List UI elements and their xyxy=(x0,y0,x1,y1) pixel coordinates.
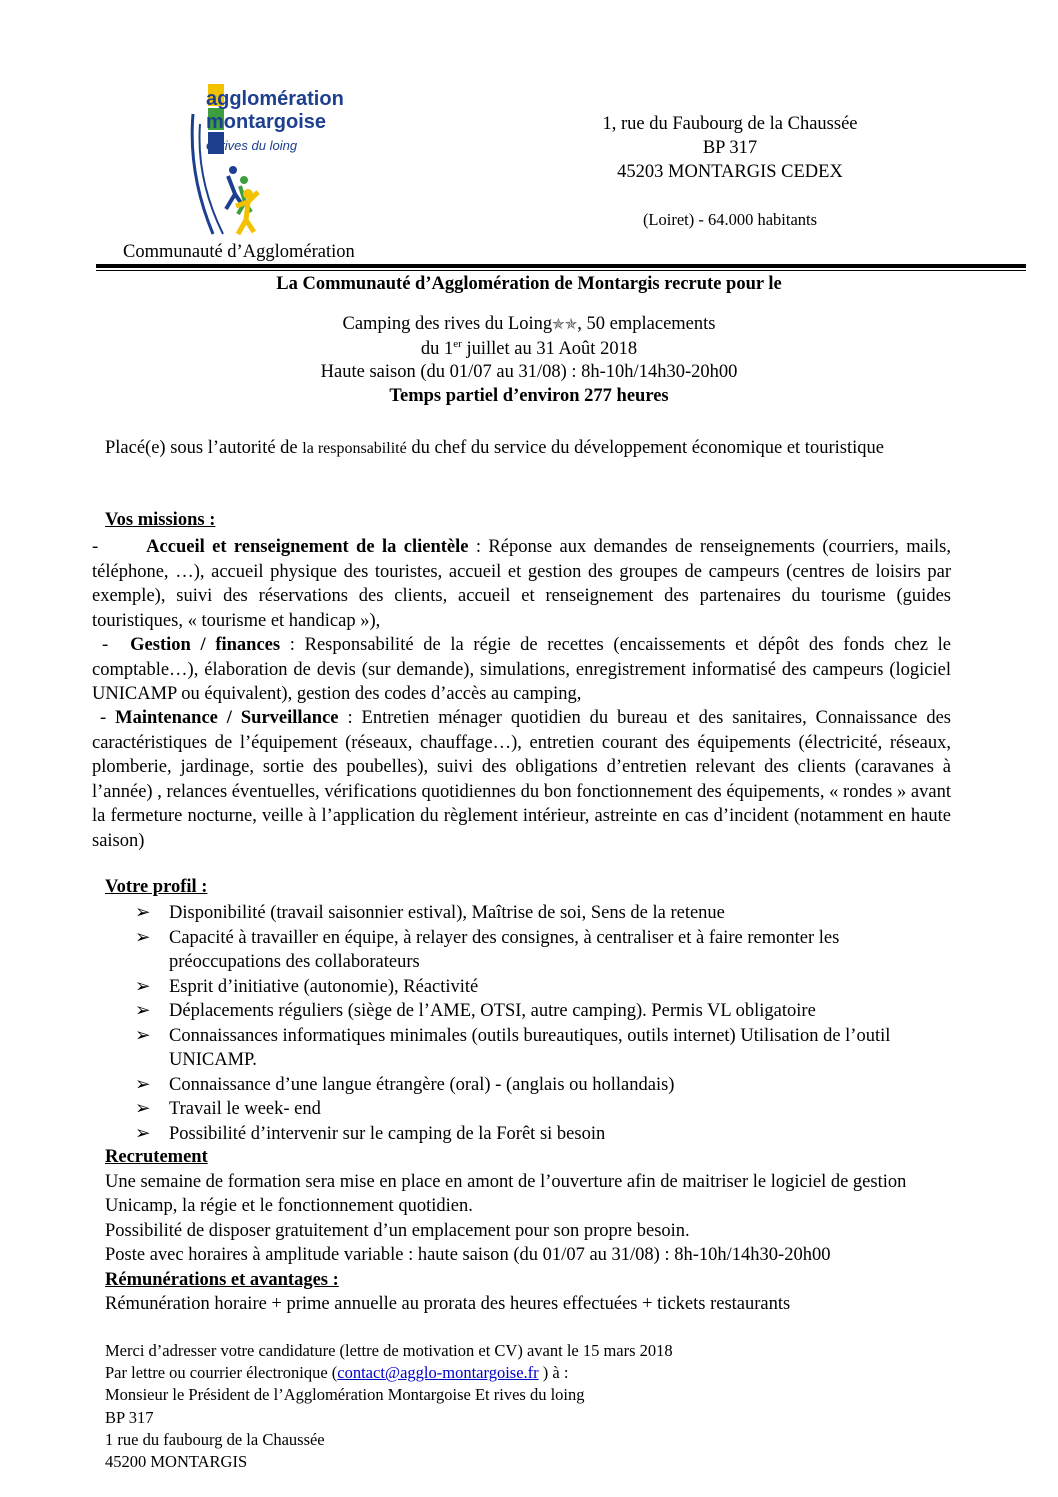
season-line: Haute saison (du 01/07 au 31/08) : 8h-10h/14h30-20h00 xyxy=(320,362,738,382)
profile-heading: Votre profil : xyxy=(105,877,208,897)
list-item xyxy=(135,926,955,975)
headline: La Communauté d’Agglomération de Montargis recrute pour le xyxy=(276,274,782,294)
logo-letter-m: m xyxy=(206,111,224,133)
dates-line xyxy=(0,338,1058,360)
hours-line: Temps partiel d’environ 277 heures xyxy=(389,386,669,406)
list-item xyxy=(135,1073,955,1098)
footer-line-3: Monsieur le Président de l’Agglomération Montargoise Et rives du loing xyxy=(105,1385,585,1405)
mission-label: Gestion / finances xyxy=(130,635,281,655)
profile-item-text: Capacité à travailler en équipe, à relayer des consignes, à centraliser et à faire remonter les préoccupations des collaborateurs xyxy=(169,927,840,972)
authority-part3: du chef du service du développement économique et touristique xyxy=(406,438,884,458)
profile-item-text: Possibilité d’intervenir sur le camping de la Forêt si besoin xyxy=(169,1123,606,1144)
mission-item xyxy=(92,633,951,707)
pay-text: Rémunération horaire + prime annuelle au prorata des heures effectuées + tickets restaurants xyxy=(105,1294,791,1314)
mission-dash: - xyxy=(92,537,99,557)
arrow-bullet-icon: ➢ xyxy=(135,1099,151,1119)
profile-item-text: Esprit d’initiative (autonomie), Réactivité xyxy=(169,976,479,997)
list-item xyxy=(135,975,955,1000)
dates-sup: er xyxy=(453,338,462,350)
recruitment-section xyxy=(105,1145,965,1317)
list-item xyxy=(135,1097,955,1122)
profile-item-text: Connaissances informatiques minimales (outils bureautiques, outils internet) Utilisation de l’outil UNICAMP. xyxy=(169,1025,891,1070)
list-item xyxy=(135,901,955,926)
footer-line-6: 45200 MONTARGIS xyxy=(105,1452,248,1472)
footer-line-1: Merci d’adresser votre candidature (lettre de motivation et CV) avant le 15 mars 2018 xyxy=(105,1341,673,1360)
list-item xyxy=(135,1024,955,1073)
recruitment-heading: Recrutement xyxy=(105,1147,208,1167)
email-link[interactable]: contact@agglo-montargoise.fr xyxy=(337,1363,539,1383)
address-line-3: 45203 MONTARGIS CEDEX xyxy=(617,162,843,182)
profile-item-text: Connaissance d’une langue étrangère (oral) - (anglais ou hollandais) xyxy=(169,1074,675,1095)
profile-item-text: Disponibilité (travail saisonnier estival), Maîtrise de soi, Sens de la retenue xyxy=(169,903,725,923)
stars-icon: ✯✯ xyxy=(552,317,578,333)
arrow-bullet-icon: ➢ xyxy=(135,1025,151,1046)
profile-item-text: Travail le week- end xyxy=(169,1099,321,1119)
header-divider-thin xyxy=(96,270,1026,271)
recruitment-line-1: Une semaine de formation sera mise en place en amont de l’ouverture afin de maitriser le logiciel de gestion Unicamp, la régie et le fonctionnement quotidien. xyxy=(105,1171,907,1216)
address-line-2: BP 317 xyxy=(702,138,758,158)
logo-line2: ontargoise xyxy=(223,111,327,133)
mission-dash: - xyxy=(100,708,107,728)
mission-item xyxy=(92,535,951,633)
application-footer xyxy=(105,1340,965,1473)
list-item xyxy=(135,999,955,1024)
camping-prefix: Camping des rives du Loing xyxy=(342,314,553,334)
recruitment-line-3: Poste avec horaires à amplitude variable : haute saison (du 01/07 au 31/08) : 8h-10h/14h30-20h00 xyxy=(105,1245,831,1265)
pay-heading: Rémunérations et avantages : xyxy=(105,1269,339,1290)
arrow-bullet-icon: ➢ xyxy=(135,976,151,997)
footer-line-2 xyxy=(105,1362,965,1384)
mission-label: Accueil et renseignement de la clientèle xyxy=(146,537,469,557)
profile-list xyxy=(135,901,955,1146)
camping-suffix: , 50 emplacements xyxy=(577,314,716,334)
logo-line3: t rives du loing xyxy=(213,138,298,153)
authority-paragraph xyxy=(105,436,951,461)
dates-suffix: juillet au 31 Août 2018 xyxy=(461,339,638,360)
arrow-bullet-icon: ➢ xyxy=(135,1123,151,1144)
community-label: Communauté d’Agglomération xyxy=(123,242,355,262)
logo-line1: gglomération xyxy=(217,88,344,110)
camping-line xyxy=(0,314,1058,335)
missions-heading: Vos missions : xyxy=(105,510,216,530)
footer-line-2-suffix: ) à : xyxy=(538,1363,569,1383)
arrow-bullet-icon: ➢ xyxy=(135,927,151,948)
authority-part1: Placé(e) sous l’autorité de xyxy=(105,438,303,458)
header-divider xyxy=(96,264,1026,268)
mission-text: : Entretien ménager quotidien du bureau et des sanitaires, Connaissance des caractéristiques de l’équipement (réseaux, chauffage…), entretien courant des équipements (électricité, réseaux, plomberie, jardinage, sortie des poubelles), suivi des obligations d’entretien relevant des clients (caravanes à l’année) , relances éventuelles, vérifications quotidiennes du bon fonctionnement des équipements, « rondes » avant la fermeture nocturne, veille à l’application du règlement intérieur, astreinte en cas d’incident (notamment en haute saison) xyxy=(92,708,951,851)
address-line-1: 1, rue du Faubourg de la Chaussée xyxy=(602,114,858,134)
arrow-bullet-icon: ➢ xyxy=(135,903,151,923)
agglomeration-logo xyxy=(188,84,348,244)
footer-line-2-prefix: Par lettre ou courrier électronique ( xyxy=(105,1363,338,1383)
mission-dash: - xyxy=(102,635,109,655)
list-item xyxy=(135,1122,955,1147)
recruitment-line-2: Possibilité de disposer gratuitement d’un emplacement pour son propre besoin. xyxy=(105,1220,690,1241)
mission-item xyxy=(92,706,951,853)
mission-label: Maintenance / Surveillance xyxy=(115,708,339,728)
arrow-bullet-icon: ➢ xyxy=(135,1001,151,1021)
mission-text: : Réponse aux demandes de renseignements (courriers, mails, téléphone, …), accueil physique des touristes, accueil et gestion des groupes de campeurs (centres de loisirs par exemple), suivi des réservations des clients, accueil et renseignement des partenaires du tourisme (guides touristiques, « tourisme et handicap »), xyxy=(92,537,951,631)
logo-letter-a: a xyxy=(206,88,218,110)
footer-line-5: 1 rue du faubourg de la Chaussée xyxy=(105,1429,325,1449)
authority-part2: la responsabilité xyxy=(302,440,407,457)
population: (Loiret) - 64.000 habitants xyxy=(642,210,818,229)
dates-prefix: du 1 xyxy=(420,339,454,360)
arrow-bullet-icon: ➢ xyxy=(135,1074,151,1095)
footer-line-4: BP 317 xyxy=(105,1407,154,1427)
mission-text: : Responsabilité de la régie de recettes (encaissements et dépôt des fonds chez le comptable…), élaboration de devis (sur demande), simulations, enregistrement informatisé des campeurs (logiciel UNICAMP ou équivalent), gestion des codes d’accès au camping, xyxy=(92,635,952,704)
logo-letter-e: e xyxy=(206,138,214,153)
profile-item-text: Déplacements réguliers (siège de l’AME, OTSI, autre camping). Permis VL obligatoire xyxy=(169,1001,816,1021)
